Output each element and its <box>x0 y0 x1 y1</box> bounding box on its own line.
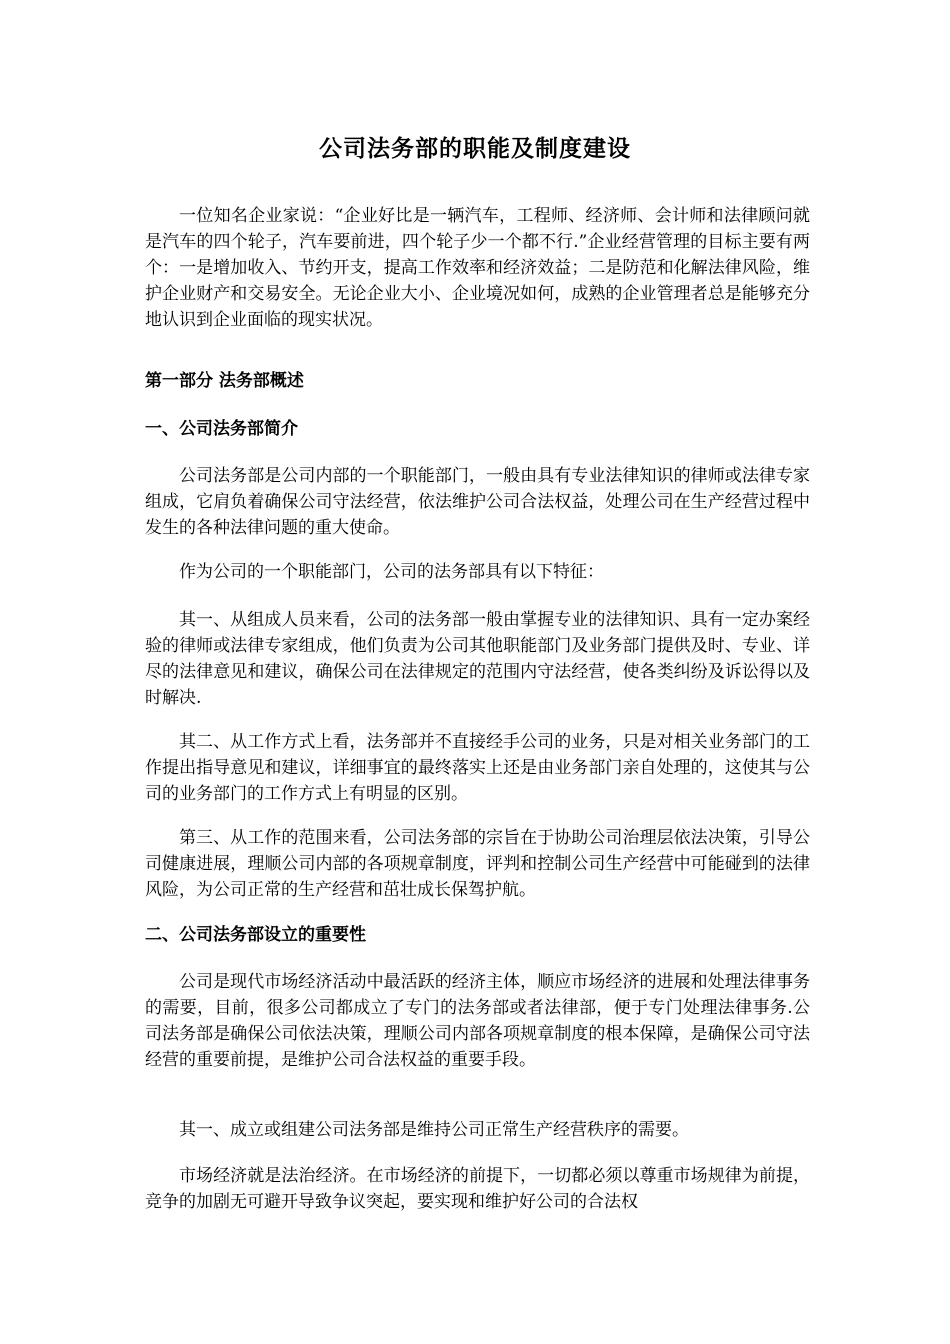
body-paragraph: 第三、从工作的范围来看，公司法务部的宗旨在于协助公司治理层依法决策，引导公司健康进展，理顺公司内部的各项规章制度，评判和控制公司生产经营中可能碰到的法律风险，为公司正常的生产经营和茁壮成长保驾护航。 <box>145 828 810 900</box>
intro-paragraph: 一位知名企业家说：“企业好比是一辆汽车，工程师、经济师、会计师和法律顾问就是汽车的四个轮子，汽车要前进，四个轮子少一个都不行.”企业经营管理的目标主要有两个：一是增加收入、节约开支，提高工作效率和经济效益；二是防范和化解法律风险，维护企业财产和交易安全。无论企业大小、企业境况如何，成熟的企业管理者总是能够充分地认识到企业面临的现实状况。 <box>145 206 810 330</box>
document-title: 公司法务部的职能及制度建设 <box>319 135 631 162</box>
body-paragraph: 其二、从工作方式上看，法务部并不直接经手公司的业务，只是对相关业务部门的工作提出指导意见和建议，详细事宜的最终落实上还是由业务部门亲自处理的，这使其与公司的业务部门的工作方式上有明显的区别。 <box>145 732 810 804</box>
body-paragraph: 其一、成立或组建公司法务部是维持公司正常生产经营秩序的需要。 <box>179 1120 689 1140</box>
body-paragraph: 作为公司的一个职能部门，公司的法务部具有以下特征： <box>179 562 604 582</box>
body-paragraph: 公司是现代市场经济活动中最活跃的经济主体，顺应市场经济的进展和处理法律事务的需要，目前，很多公司都成立了专门的法务部或者法律部，便于专门处理法律事务.公司法务部是确保公司依法决策，理顺公司内部各项规章制度的根本保障，是确保公司守法经营的重要前提，是维护公司合法权益的重要手段。 <box>145 972 810 1070</box>
body-paragraph: 其一、从组成人员来看，公司的法务部一般由掌握专业的法律知识、具有一定办案经验的律师或法律专家组成，他们负责为公司其他职能部门及业务部门提供及时、专业、详尽的法律意见和建议，确保公司在法律规定的范围内守法经营，使各类纠纷及诉讼得以及时解决. <box>145 610 810 708</box>
body-paragraph: 市场经济就是法治经济。在市场经济的前提下，一切都必须以尊重市场规律为前提，竞争的加剧无可避开导致争议突起，要实现和维护好公司的合法权 <box>145 1166 810 1212</box>
section-heading-overview: 一、公司法务部简介 <box>145 419 298 439</box>
section-heading-importance: 二、公司法务部设立的重要性 <box>145 925 366 945</box>
part-heading: 第一部分 法务部概述 <box>145 371 304 391</box>
body-paragraph: 公司法务部是公司内部的一个职能部门，一般由具有专业法律知识的律师或法律专家组成，它肩负着确保公司守法经营，依法维护公司合法权益，处理公司在生产经营过程中发生的各种法律问题的重大使命。 <box>145 466 810 538</box>
